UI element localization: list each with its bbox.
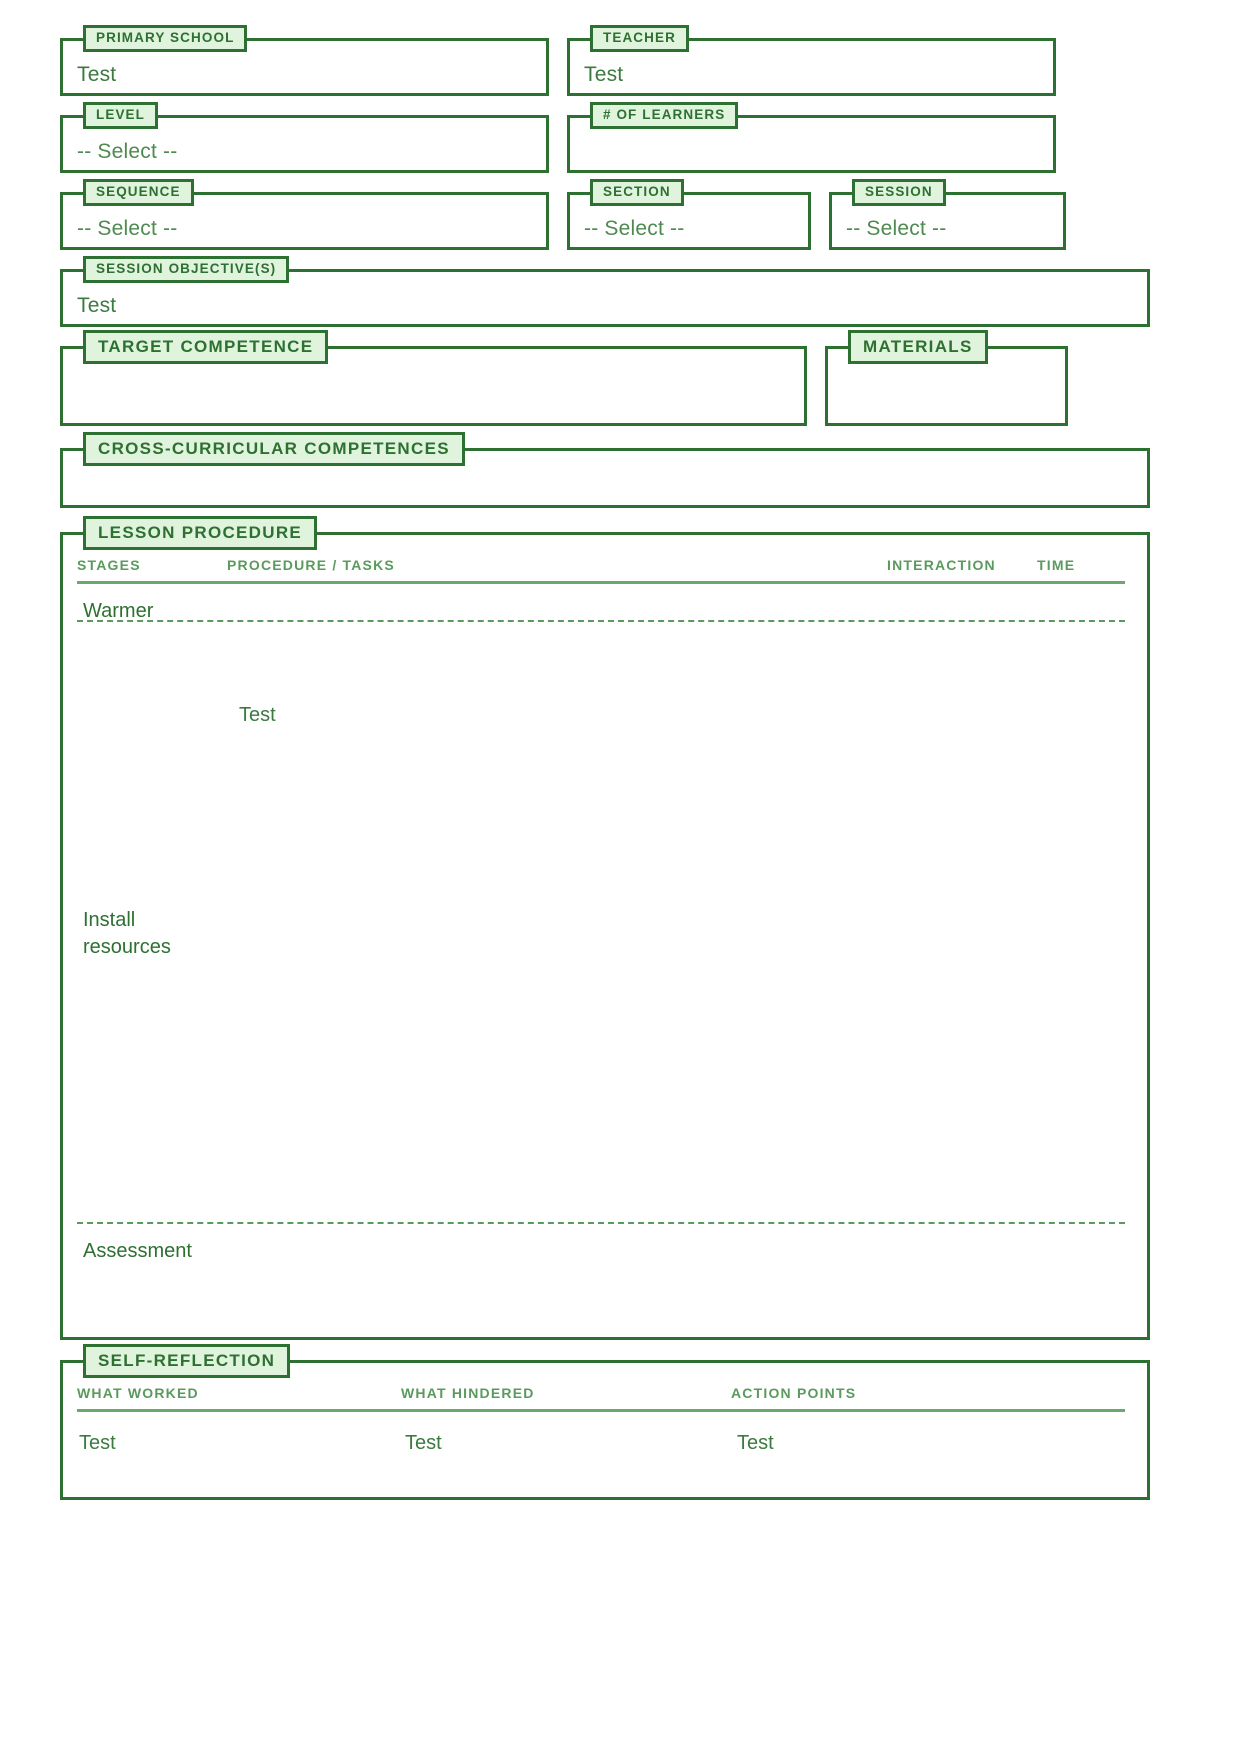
row-objectives (60, 261, 1150, 327)
table-row-body[interactable] (77, 622, 1129, 1222)
column-header-stages: STAGES (77, 557, 141, 573)
column-header-interaction: INTERACTION (887, 557, 996, 573)
stage-label-install-resources (83, 907, 233, 961)
field-sequence[interactable] (60, 184, 549, 250)
field-label-session-objectives: SESSION OBJECTIVE(S) (83, 256, 289, 283)
field-value-section[interactable]: -- Select -- (584, 217, 685, 240)
field-label-primary-school: PRIMARY SCHOOL (83, 25, 247, 52)
stage-label-line-1: Install (83, 909, 136, 931)
field-teacher[interactable] (567, 30, 1056, 96)
stage-label-assessment: Assessment (83, 1240, 192, 1262)
field-label-materials: MATERIALS (848, 330, 988, 364)
section-lesson-procedure (60, 523, 1150, 1340)
field-value-sequence[interactable]: -- Select -- (77, 217, 178, 240)
field-label-section: SECTION (590, 179, 684, 206)
field-label-level: LEVEL (83, 102, 158, 129)
field-value-session[interactable]: -- Select -- (846, 217, 947, 240)
self-reflection-values-row (77, 1412, 1129, 1455)
field-label-session: SESSION (852, 179, 946, 206)
field-materials[interactable] (825, 337, 1068, 426)
field-level[interactable] (60, 107, 549, 173)
field-session[interactable] (829, 184, 1066, 250)
field-value-primary-school[interactable]: Test (77, 63, 117, 86)
section-label-lesson-procedure: LESSON PROCEDURE (83, 516, 317, 550)
column-header-what-worked: WHAT WORKED (77, 1385, 199, 1401)
cell-action-points[interactable]: Test (737, 1432, 774, 1454)
lesson-procedure-table (63, 535, 1147, 1294)
row-level-learners (60, 107, 1150, 173)
field-primary-school[interactable] (60, 30, 549, 96)
field-label-target-competence: TARGET COMPETENCE (83, 330, 328, 364)
section-label-self-reflection: SELF-REFLECTION (83, 1344, 290, 1378)
stage-label-warmer: Warmer (83, 600, 154, 622)
cell-procedure-body[interactable]: Test (239, 704, 276, 726)
column-header-what-hindered: WHAT HINDERED (401, 1385, 535, 1401)
column-header-action-points: ACTION POINTS (731, 1385, 857, 1401)
row-cross-curricular (60, 439, 1150, 508)
field-target-competence[interactable] (60, 337, 807, 426)
row-competence-materials (60, 337, 1150, 426)
field-session-objectives[interactable] (60, 261, 1150, 327)
lesson-procedure-header-row (77, 557, 1129, 581)
column-header-procedure: PROCEDURE / TASKS (227, 557, 395, 573)
field-label-cross-curricular: CROSS-CURRICULAR COMPETENCES (83, 432, 465, 466)
field-learners[interactable] (567, 107, 1056, 173)
field-section[interactable] (567, 184, 811, 250)
field-value-level[interactable]: -- Select -- (77, 140, 178, 163)
field-value-session-objectives[interactable]: Test (77, 294, 117, 317)
table-row-warmer[interactable] (77, 584, 1129, 620)
field-label-learners: # OF LEARNERS (590, 102, 738, 129)
field-cross-curricular[interactable] (60, 439, 1150, 508)
field-label-sequence: SEQUENCE (83, 179, 194, 206)
row-school-teacher (60, 30, 1150, 96)
table-row-assessment[interactable] (77, 1224, 1129, 1294)
column-header-time: TIME (1037, 557, 1076, 573)
cell-what-worked[interactable]: Test (79, 1432, 116, 1454)
section-self-reflection (60, 1351, 1150, 1500)
row-sequence-section-session (60, 184, 1150, 250)
cell-what-hindered[interactable]: Test (405, 1432, 442, 1454)
field-value-teacher[interactable]: Test (584, 63, 624, 86)
stage-label-line-2: resources (83, 936, 171, 958)
self-reflection-header-row (77, 1385, 1129, 1409)
field-label-teacher: TEACHER (590, 25, 689, 52)
